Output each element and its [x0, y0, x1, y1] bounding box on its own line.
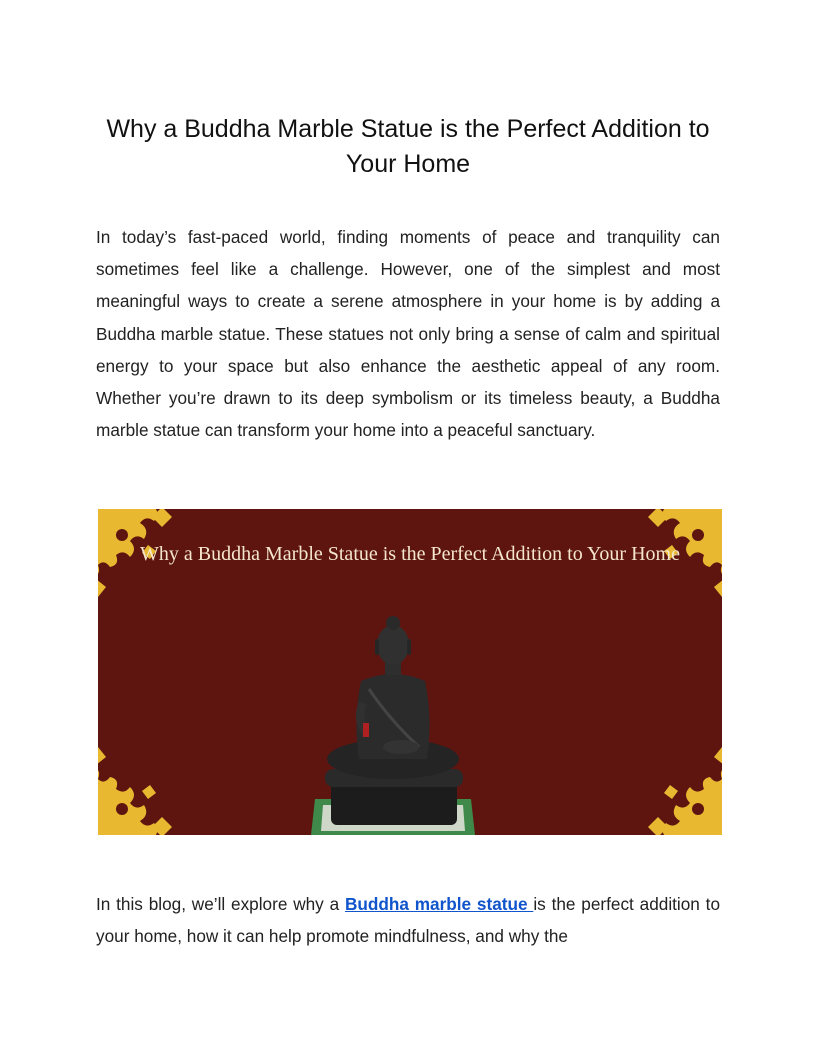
ornament-corner-icon	[636, 747, 722, 835]
paragraph-text-after-link: is the perfect addition to your home, how it can help promote mindfulness, and why the	[96, 894, 720, 947]
intro-paragraph: In today’s fast-paced world, finding moments of peace and tranquility can sometimes feel like a challenge. However, one of the simplest and most meaningful ways to create a serene atmosphere in your home is by adding a Buddha marble statue. These statues not only bring a sense of calm and spiritual energy to your space but also enhance the aesthetic appeal of any room. Whether you’re drawn to its deep symbolism or its timeless beauty, a Buddha marble statue can transform your home into a peaceful sanctuary.	[96, 227, 720, 441]
banner-image	[98, 509, 722, 835]
paragraph-text-before-link: In this blog, we’ll explore why a	[96, 894, 345, 914]
page-title: Why a Buddha Marble Statue is the Perfect Addition to Your Home	[106, 115, 710, 178]
buddha-marble-statue-link[interactable]: Buddha marble statue	[344, 894, 534, 914]
banner-title: Why a Buddha Marble Statue is the Perfect Addition to Your Home	[140, 543, 680, 565]
ornament-corner-icon	[98, 747, 184, 835]
blog-intro-paragraph	[96, 888, 720, 952]
buddha-statue-icon	[303, 609, 483, 835]
